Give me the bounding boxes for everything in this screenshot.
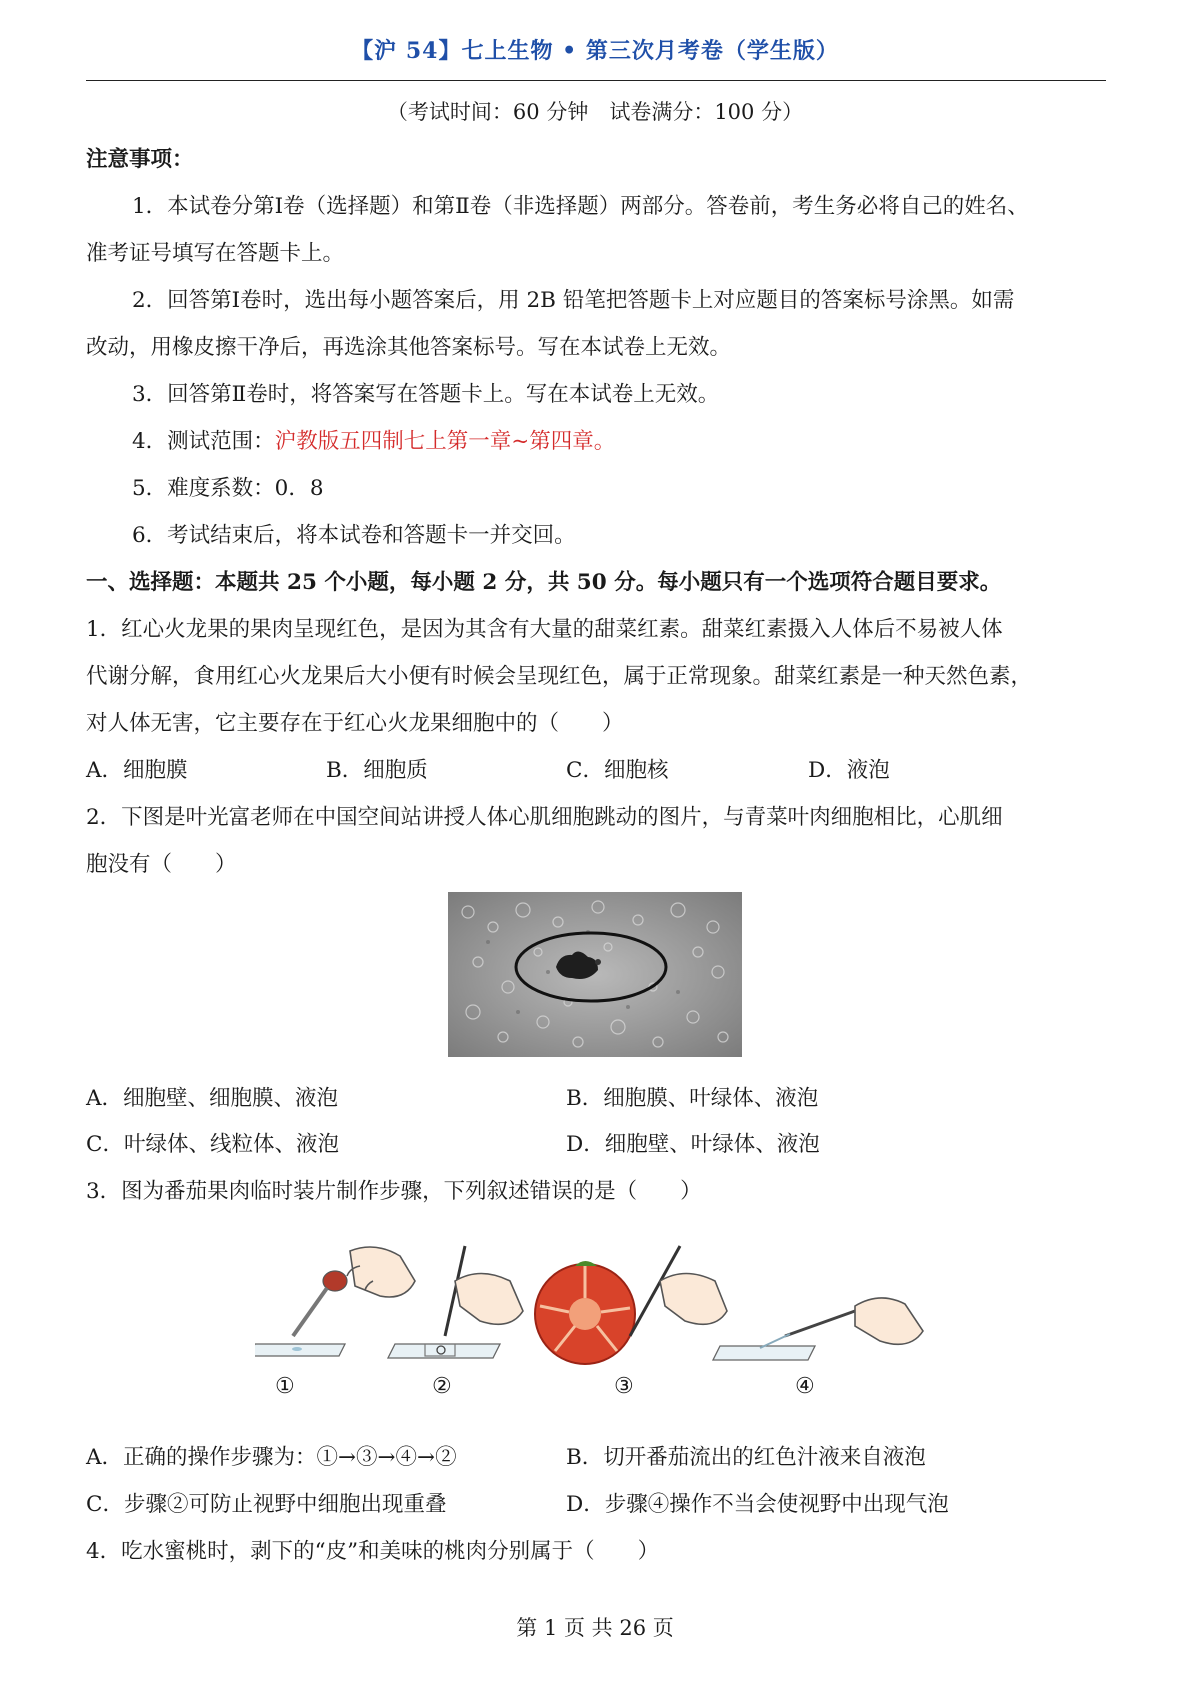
q3-option-d: D．步骤④操作不当会使视野中出现气泡 (566, 1492, 949, 1517)
q1-line-2: 代谢分解，食用红心火龙果后大小便有时候会呈现红色，属于正常现象。甜菜红素是一种天然色素， (86, 664, 1033, 689)
q3-option-a: A．正确的操作步骤为：①→③→④→② (86, 1445, 457, 1470)
q1-option-b: B．细胞质 (326, 758, 428, 783)
step-4-label: ④ (795, 1374, 815, 1399)
q2-option-b: B．细胞膜、叶绿体、液泡 (566, 1086, 819, 1111)
notes-item-2-line-2: 改动，用橡皮擦干净后，再选涂其他答案标号。写在本试卷上无效。 (86, 335, 732, 360)
step-3-label: ③ (614, 1374, 634, 1399)
notes-item-3: 3．回答第Ⅱ卷时，将答案写在答题卡上。写在本试卷上无效。 (132, 382, 720, 407)
exam-title: 【沪 54】七上生物 • 第三次月考卷（学生版） (351, 38, 839, 64)
notes-item-6: 6．考试结束后，将本试卷和答题卡一并交回。 (132, 523, 576, 548)
q2-option-a: A．细胞壁、细胞膜、液泡 (86, 1086, 339, 1111)
notes-item-4 (132, 424, 615, 455)
q1-option-c: C．细胞核 (566, 758, 669, 783)
notes-item-4-prefix: 4．测试范围： (132, 429, 275, 454)
step-2-label: ② (432, 1374, 452, 1399)
q2-option-d: D．细胞壁、叶绿体、液泡 (566, 1132, 820, 1157)
slide-preparation-figure (255, 1226, 925, 1406)
q1-option-d: D．液泡 (808, 758, 890, 783)
q3-line-1: 3．图为番茄果肉临时装片制作步骤，下列叙述错误的是（ ） (86, 1179, 702, 1204)
step-1-label: ① (275, 1374, 295, 1399)
cardiomyocyte-micrograph (448, 892, 742, 1057)
page-number: 第 1 页 共 26 页 (516, 1616, 674, 1640)
notes-item-1-line-2: 准考证号填写在答题卡上。 (86, 241, 345, 266)
test-range: 沪教版五四制七上第一章~第四章。 (274, 429, 616, 454)
notes-item-5: 5．难度系数：0．8 (132, 476, 324, 501)
slide-preparation-illustration (255, 1226, 925, 1406)
q2-option-c: C．叶绿体、线粒体、液泡 (86, 1132, 339, 1157)
q1-option-a: A．细胞膜 (86, 758, 188, 783)
q3-option-b: B．切开番茄流出的红色汁液来自液泡 (566, 1445, 926, 1470)
notes-heading: 注意事项： (86, 147, 194, 172)
q1-line-1: 1．红心火龙果的果肉呈现红色，是因为其含有大量的甜菜红素。甜菜红素摄入人体后不易被人体 (86, 617, 1003, 642)
exam-subtitle: （考试时间：60 分钟 试卷满分：100 分） (386, 100, 804, 124)
q2-line-1: 2．下图是叶光富老师在中国空间站讲授人体心肌细胞跳动的图片，与青菜叶肉细胞相比，心肌细 (86, 805, 1003, 830)
section-1-heading: 一、选择题：本题共 25 个小题，每小题 2 分，共 50 分。每小题只有一个选项符合题目要求。 (86, 570, 1002, 595)
header-divider (86, 80, 1106, 81)
q4-line-1: 4．吃水蜜桃时，剥下的“皮”和美味的桃肉分别属于（ ） (86, 1539, 660, 1564)
notes-item-1-line-1: 1．本试卷分第Ⅰ卷（选择题）和第Ⅱ卷（非选择题）两部分。答卷前，考生务必将自己的姓名、 (132, 194, 1029, 219)
q1-line-3: 对人体无害，它主要存在于红心火龙果细胞中的（ ） (86, 711, 624, 736)
q2-line-2: 胞没有（ ） (86, 852, 237, 877)
q3-option-c: C．步骤②可防止视野中细胞出现重叠 (86, 1492, 447, 1517)
notes-item-2-line-1: 2．回答第Ⅰ卷时，选出每小题答案后，用 2B 铅笔把答题卡上对应题目的答案标号涂黑。如需 (132, 288, 1015, 313)
